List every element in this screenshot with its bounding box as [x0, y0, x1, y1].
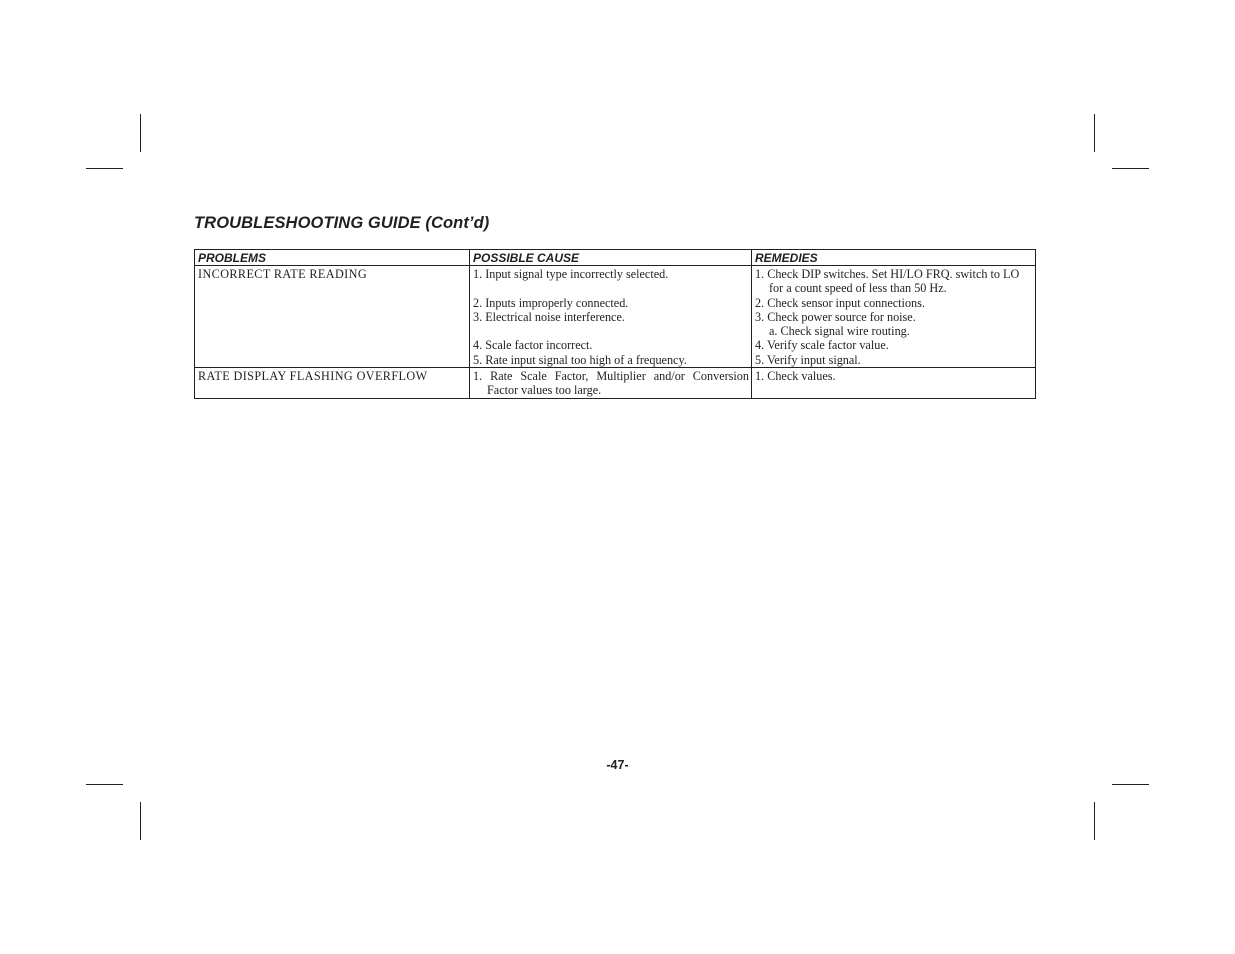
remedy-line: for a count speed of less than 50 Hz.: [769, 281, 947, 296]
table-header-row: [195, 250, 1036, 266]
remedy-cell: [752, 368, 1036, 399]
crop-mark-top-left-vertical: [140, 114, 141, 152]
crop-mark-bottom-right-vertical: [1094, 802, 1095, 840]
problem-text: RATE DISPLAY FLASHING OVERFLOW: [198, 369, 428, 384]
cause-line-blank: [473, 281, 749, 295]
cause-line: 5. Rate input signal too high of a frequency.: [473, 352, 687, 367]
header-possible-cause: POSSIBLE CAUSE: [470, 250, 752, 266]
cause-line: Factor values too large.: [487, 383, 602, 398]
remedy-line: 1. Check values.: [755, 369, 836, 384]
page-number: -47-: [606, 758, 629, 772]
cause-line: 4. Scale factor incorrect.: [473, 338, 593, 353]
remedy-line: 3. Check power source for noise.: [755, 309, 916, 324]
remedy-cell: [752, 266, 1036, 368]
crop-mark-bottom-left-horizontal: [86, 784, 123, 785]
cause-line: 1. Input signal type incorrectly selected.: [473, 267, 669, 281]
header-remedies: REMEDIES: [752, 250, 1036, 266]
crop-mark-top-right-vertical: [1094, 114, 1095, 152]
remedy-line: a. Check signal wire routing.: [769, 324, 910, 339]
cause-line: 3. Electrical noise interference.: [473, 309, 625, 324]
crop-mark-bottom-left-vertical: [140, 802, 141, 840]
cause-line: 1. Rate Scale Factor, Multiplier and/or Conversion: [473, 369, 749, 384]
crop-mark-bottom-right-horizontal: [1112, 784, 1149, 785]
problem-cell: [195, 266, 470, 368]
remedy-line: 5. Verify input signal.: [755, 352, 861, 367]
remedy-line: 1. Check DIP switches. Set HI/LO FRQ. switch to LO: [755, 267, 1020, 281]
table-row: [195, 266, 1036, 368]
cause-line-blank: [473, 324, 749, 338]
remedy-line: 2. Check sensor input connections.: [755, 295, 925, 310]
cause-cell: [470, 368, 752, 399]
page-title: TROUBLESHOOTING GUIDE (Cont’d): [194, 214, 490, 232]
problem-text: INCORRECT RATE READING: [198, 267, 368, 281]
header-problems: PROBLEMS: [195, 250, 470, 266]
table-row: [195, 368, 1036, 399]
cause-cell: [470, 266, 752, 368]
cause-line: 2. Inputs improperly connected.: [473, 295, 629, 310]
remedy-line: 4. Verify scale factor value.: [755, 338, 889, 353]
crop-mark-top-left-horizontal: [86, 168, 123, 169]
problem-cell: [195, 368, 470, 399]
troubleshooting-table: [194, 249, 1036, 399]
crop-mark-top-right-horizontal: [1112, 168, 1149, 169]
